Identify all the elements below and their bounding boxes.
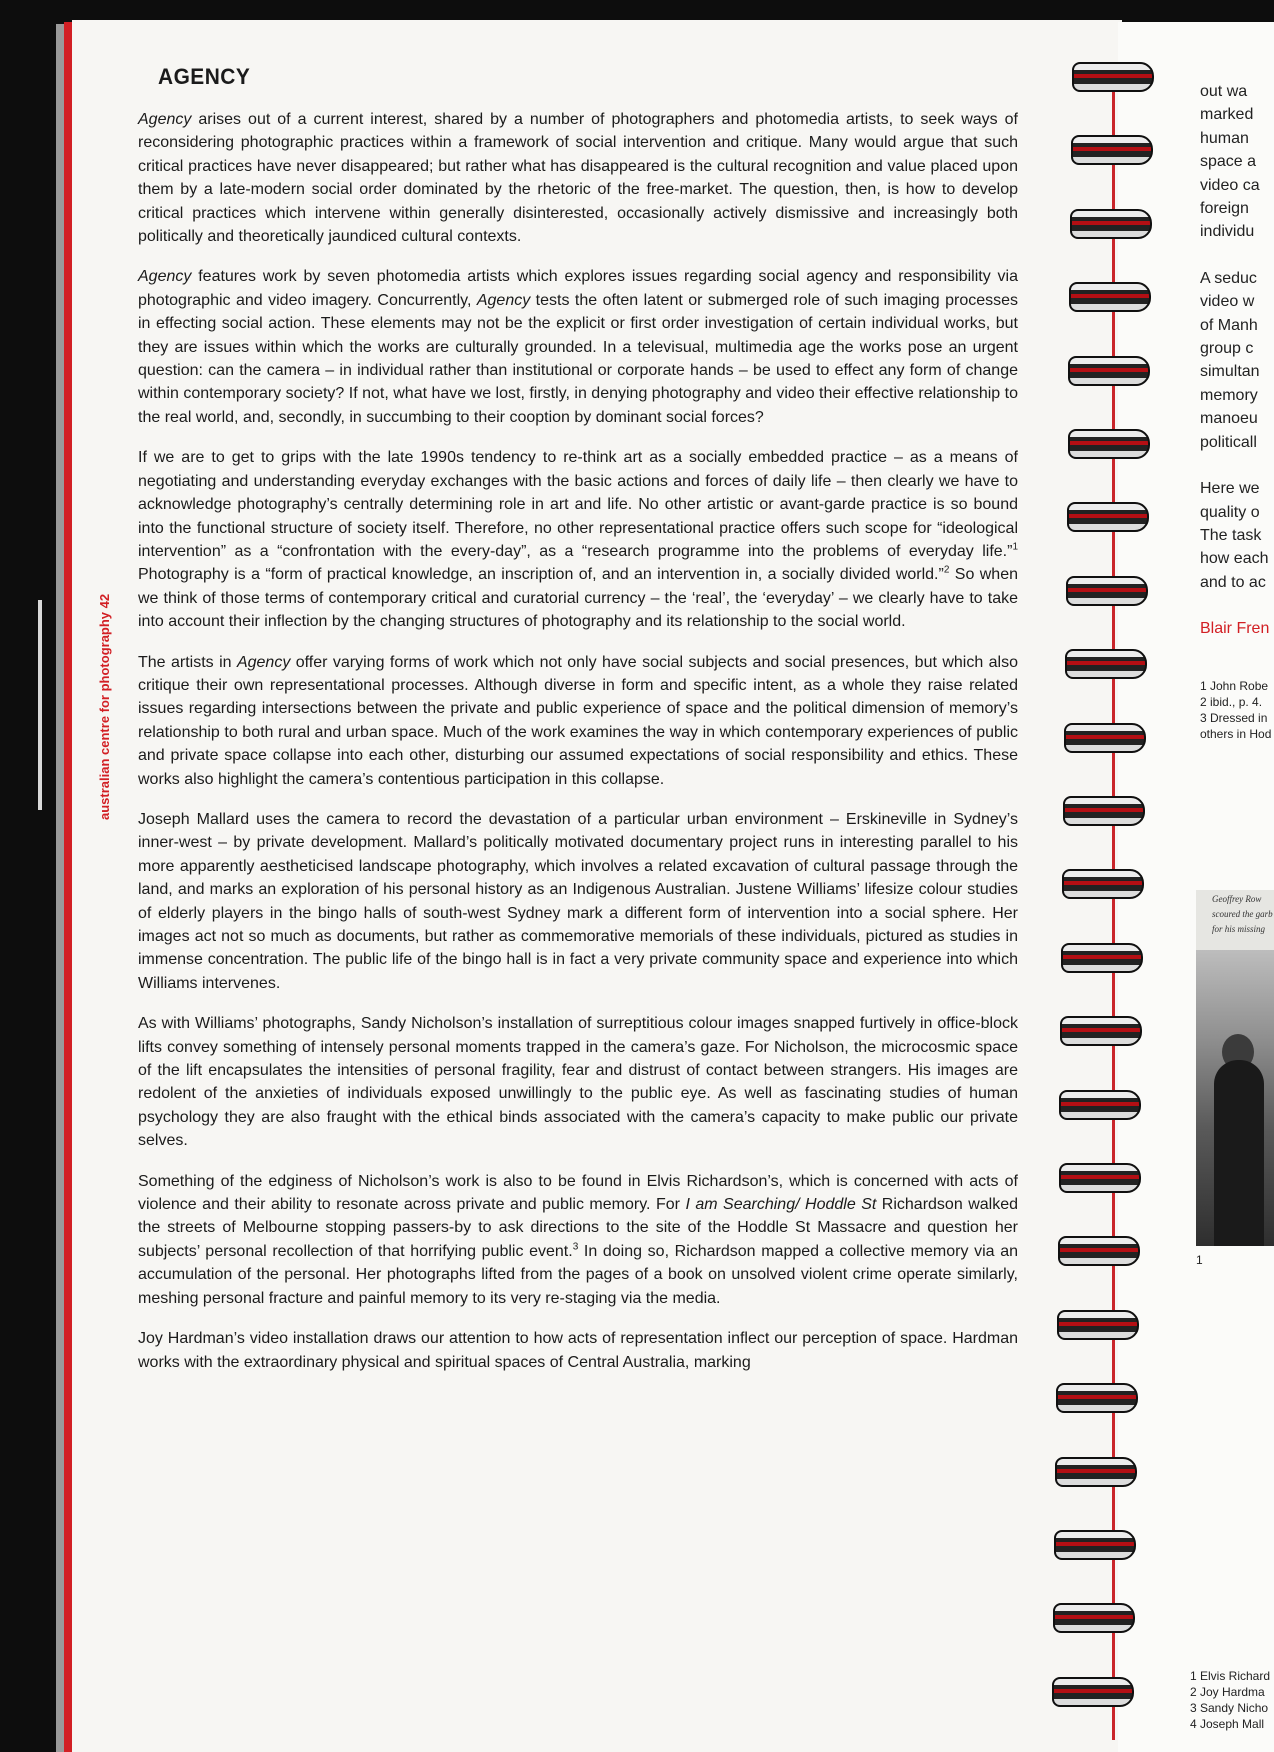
author-name: Blair Fren [1200,620,1270,638]
paragraph-7 [138,1170,1018,1310]
caption: 3 Sandy Nicho [1190,1701,1269,1715]
binding-coil [1070,209,1152,239]
back-pages-edge [56,24,64,1752]
binding-coil [1072,62,1154,92]
paragraph-text: If we are to get to grips with the late 1990s tendency to re-think art as a socially embedded practice – as a means of negotiating and understanding everyday exchanges with the basic actions and forces of daily life – then clearly we have to acknowledge photography’s centrally determining role in art and life. No other artistic or avant-garde practice is so bound into the functional structure of society itself. Therefore, no other representational practice offers such scope for “ideological intervention” as a “confrontation with the every-day”, as a “research programme into the problems of everyday life.” [138,449,1018,560]
right-text-line: video w [1200,293,1255,311]
photo-caption: scoured the garb [1212,909,1273,919]
footnote: 1 John Robe [1200,679,1269,694]
footnote-ref-3: 3 [572,1241,579,1253]
binding-coil [1068,356,1150,386]
binding-strip [38,600,42,810]
footnote-ref-1: 1 [1012,541,1018,553]
right-text-line: manoeu [1200,410,1258,428]
italic-title: Agency [236,653,291,671]
paragraph-text: offer varying forms of work which not only have social subjects and social presences, but which also critique their own representational processes. Although diverse in form and specific intent, as a whole they raise related issues regarding intersections between the private and public experience of space and the political dimension of memory’s relationship to both rural and urban space. Much of the work examines the way in which contemporary experiences of public and private space collapse into each other, disturbing our assumed expectations of social responsibility and ethics. These works also highlight the camera’s contentious participation in this collapse. [138,653,1019,788]
photo-caption: for his missing [1212,924,1266,934]
binding-coil [1069,282,1151,312]
right-text-line: politicall [1200,433,1257,451]
caption: 4 Joseph Mall [1190,1717,1265,1731]
article [138,64,1018,1391]
right-text-line: out wa [1200,83,1248,100]
italic-title: Agency [138,111,192,128]
right-text-line: memory [1200,386,1258,404]
right-text-line: The task [1200,526,1262,544]
binding-coil [1067,502,1149,532]
right-text-line: individu [1200,223,1255,241]
paragraph-text: Richardson walked the streets of Melbourne stopping passers-by to ask directions to the site of the Hoddle St Massacre and question her subjects’ personal recollection of that horrifying public event. [138,1196,1019,1260]
italic-title: I am Searching/ Hoddle St [685,1196,877,1214]
photo-number: 1 [1196,1253,1203,1267]
paragraph-text: features work by seven photomedia artists which explores issues regarding social agency and responsibility via photographic and video imagery. Concurrently, [138,268,1018,309]
binding-coil [1058,1236,1140,1266]
photo-figure-body [1214,1060,1264,1246]
red-page-edge [64,22,72,1752]
paragraph-text: In doing so, Richardson mapped a collective memory via an accumulation of the personal. Her photographs lifted from the pages of a book on unsolved violent crime operate similarly, meshing personal fracture and painful memory to its very re-staging via the media. [138,1242,1018,1307]
paragraph-text: The artists in [138,653,237,671]
right-text-line: video ca [1200,176,1260,194]
right-text-line: quality o [1200,503,1260,521]
photo-clipping [1196,890,1274,1246]
footnote-ref-2: 2 [943,564,950,576]
italic-title: Agency [476,291,531,309]
footnote: 3 Dressed in [1200,711,1268,726]
paragraph-text: arises out of a current interest, shared by a number of photographers and photomedia artists, to seek ways of reconsidering photographic practices within a framework of social intervention and critique. Many would argue that such critical practices have never disappeared; but rather what has disappeared is the cultural recognition and value placed upon them by a late-modern social order dominated by the rhetoric of the free-market. The question, then, is how to develop critical practices which intervene within generally disinterested, occasionally actively dismissive and increasingly both politically and theoretically jaundiced cultural contexts. [138,111,1018,246]
caption: 1 Elvis Richard [1190,1669,1271,1683]
paragraph-2 [138,265,1018,429]
paragraph-4 [138,651,1018,791]
paragraph-6: As with Williams’ photographs, Sandy Nicholson’s installation of surreptitious colour images snapped furtively in office-block lifts convey something of intensely personal moments trapped in the camera’s gaze. For Nicholson, the microcosmic space of the lift encapsulates the intensities of personal fragility, fear and distrust of contact between strangers. His images are redolent of the anxieties of individuals exposed unwillingly to the public eye. As well as fascinating studies of human psychology they are also fraught with the ethical binds associated with the camera’s capacity to make public our private selves. [138,1015,1018,1150]
paragraph-3 [138,446,1018,633]
binding-coil [1060,1016,1142,1046]
paragraph-text: tests the often latent or submerged role of such imaging processes in effecting social action. These elements may not be the explicit or first order investigation of certain individual works, but they are issues within which the works are culturally grounded. In a televisual, multimedia age the works pose an urgent question: can the camera – in individual rather than institutional or corporate hands – be used to effect any form of change within contemporary society? If not, what have we lost, firstly, in denying photography and video their effective relationship to the real world, and, secondly, in succumbing to their cooption by dominant social forces? [138,291,1019,426]
right-text-line: and to ac [1200,573,1266,591]
binding-coil [1062,869,1144,899]
binding-coil [1059,1163,1141,1193]
binding-coil [1063,796,1145,826]
binding-coil [1061,943,1143,973]
binding-coil [1068,429,1150,459]
right-text-line: how each [1200,550,1269,568]
right-text-line: A seduc [1200,269,1257,287]
right-text-line: group c [1200,340,1254,358]
binding-coil [1054,1530,1136,1560]
right-text-line: space a [1200,153,1257,171]
binding-coil [1071,135,1153,165]
photo-caption: Geoffrey Row [1212,894,1262,904]
binding-coil [1055,1457,1137,1487]
binding-coil [1059,1090,1141,1120]
photo-image [1196,950,1274,1246]
footnote: others in Hod [1200,727,1272,742]
binding-coil [1066,576,1148,606]
right-text-line: Here we [1200,480,1260,498]
paragraph-1 [138,108,1018,248]
right-text-line: marked [1200,106,1254,124]
right-text-line: of Manh [1200,316,1258,334]
caption: 2 Joy Hardma [1190,1685,1265,1699]
binding-coil [1052,1677,1134,1707]
page-title: AGENCY [158,64,251,89]
italic-title: Agency [138,268,192,286]
paragraph-8: Joy Hardman’s video installation draws our attention to how acts of representation inflect our perception of space. Hardman works with the extraordinary physical and spiritual spaces of Central Australia, marking [138,1330,1018,1371]
spine-red-edge [1112,80,1115,1740]
binding-coil [1065,649,1147,679]
right-page-column [1200,80,1274,742]
spine-label: australian centre for photography 42 [97,593,112,820]
right-text-line: human [1200,129,1249,147]
caption-list [1190,1668,1274,1732]
paragraph-text: Something of the edginess of Nicholson’s work is also to be found in Elvis Richardson’s, which is concerned with acts of violence and their ability to resonate across private and public memory. For [138,1172,1018,1214]
footnote: 2 ibid., p. 4. [1200,695,1263,710]
binding-coil [1053,1603,1135,1633]
binding-coil [1057,1310,1139,1340]
paragraph-text: Photography is a “form of practical knowledge, an inscription of, and an intervention in, a socially divided world.” [138,566,944,584]
binding-coil [1056,1383,1138,1413]
right-text-line: simultan [1200,363,1260,381]
right-text-line: foreign [1200,200,1249,218]
paragraph-text: So when we think of those terms of contemporary critical and curatorial currency – the ‘real’, the ‘everyday’ – we clearly have to take into account their inflection by the changing structures of photography and its relationship to the social world. [138,566,1018,631]
binding-coil [1064,723,1146,753]
paragraph-5: Joseph Mallard uses the camera to record the devastation of a particular urban environment – Erskineville in Sydney’s inner-west – by private development. Mallard’s politically motivated documentary project runs in interesting parallel to his more apparently aestheticised landscape photography, which involves a related excavation of cultural passage through the land, and marks an exploration of his personal history as an Indigenous Australian. Justene Williams’ lifesize colour studies of elderly players in the bingo halls of south-west Sydney mark a different form of intervention into a social sphere. Her images act not so much as documents, but rather as commemorative memorials of these individuals, pictured as studies in immense concentration. The public life of the bingo hall is in fact a very private community space and experience into which Williams intervenes. [138,810,1018,992]
